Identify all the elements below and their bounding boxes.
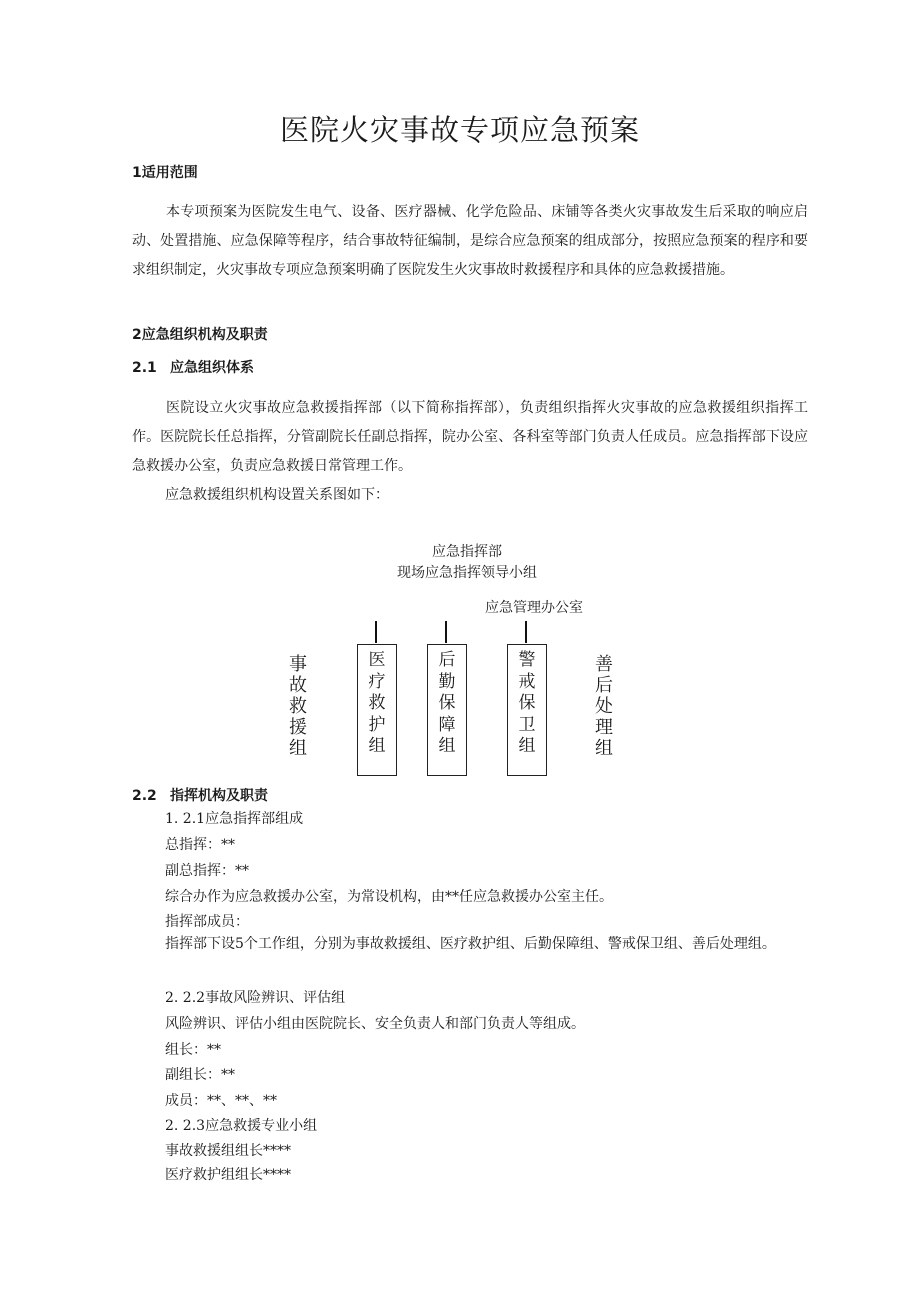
list-item: 2. 2.2事故风险辨识、评估组 [165,990,346,1006]
list-item: 副组长：** [165,1067,235,1083]
section-title: 指挥机构及职责 [170,788,268,804]
org-top-label: 应急指挥部 [432,544,502,560]
list-item: 成员：**、**、** [165,1093,277,1109]
chart-intro-text: 应急救援组织机构设置关系图如下： [165,487,389,503]
list-item: 组长：** [165,1042,221,1058]
section-2-2-heading [132,785,268,805]
list-item: 事故救援组组长**** [165,1143,291,1159]
section-1-paragraph: 本专项预案为医院发生电气、设备、医疗器械、化学危险品、床铺等各类火灾事故发生后采取的响应启动、处置措施、应急保障等程序，结合事故特征编制，是综合应急预案的组成部分，按照应急预案的程序和要求组织制定，火灾事故专项应急预案明确了医院发生火灾事故时救援程序和具体的应急救援措施。 [132,204,808,278]
org-box-logistics [427,644,467,776]
org-group-accident-rescue: 事故救援组 [289,654,307,759]
list-item: 1. 2.1应急指挥部组成 [165,811,304,827]
org-box-label: 医疗救护组 [368,650,386,756]
section-2-heading: 2应急组织机构及职责 [132,327,268,343]
list-item: 医疗救护组组长**** [165,1167,291,1183]
list-item: 副总指挥：** [165,863,249,879]
connector-line [445,621,447,643]
org-box-label: 后勤保障组 [438,650,456,756]
section-title: 应急组织体系 [170,360,254,376]
org-group-aftermath: 善后处理组 [595,654,613,759]
org-box-medical [357,644,397,776]
list-item: 指挥部下设5个工作组，分别为事故救援组、医疗救护组、后勤保障组、警戒保卫组、善后处理组。 [165,936,776,952]
document-title: 医院火灾事故专项应急预案 [279,113,640,147]
list-item: 2. 2.3应急救援专业小组 [165,1118,318,1134]
section-2-1-heading [132,357,254,377]
connector-line [525,621,527,643]
list-item: 总指挥：** [165,837,235,853]
org-sub-label: 现场应急指挥领导小组 [397,565,537,581]
list-item: 风险辨识、评估小组由医院院长、安全负责人和部门负责人等组成。 [165,1016,585,1032]
org-office-label: 应急管理办公室 [485,600,583,616]
section-number: 2.2 [132,788,157,804]
org-box-security [507,644,547,776]
connector-line [375,621,377,643]
list-item: 指挥部成员： [165,914,249,930]
list-item: 综合办作为应急救援办公室，为常设机构，由**任应急救援办公室主任。 [165,889,613,905]
section-2-1-paragraph: 医院设立火灾事故应急救援指挥部（以下简称指挥部），负责组织指挥火灾事故的应急救援组织指挥工作。医院院长任总指挥，分管副院长任副总指挥，院办公室、各科室等部门负责人任成员。应急指挥部下设应急救援办公室，负责应急救援日常管理工作。 [132,400,808,474]
section-1-heading: 1适用范围 [132,165,198,181]
org-box-label: 警戒保卫组 [518,650,536,756]
section-number: 2.1 [132,360,157,376]
